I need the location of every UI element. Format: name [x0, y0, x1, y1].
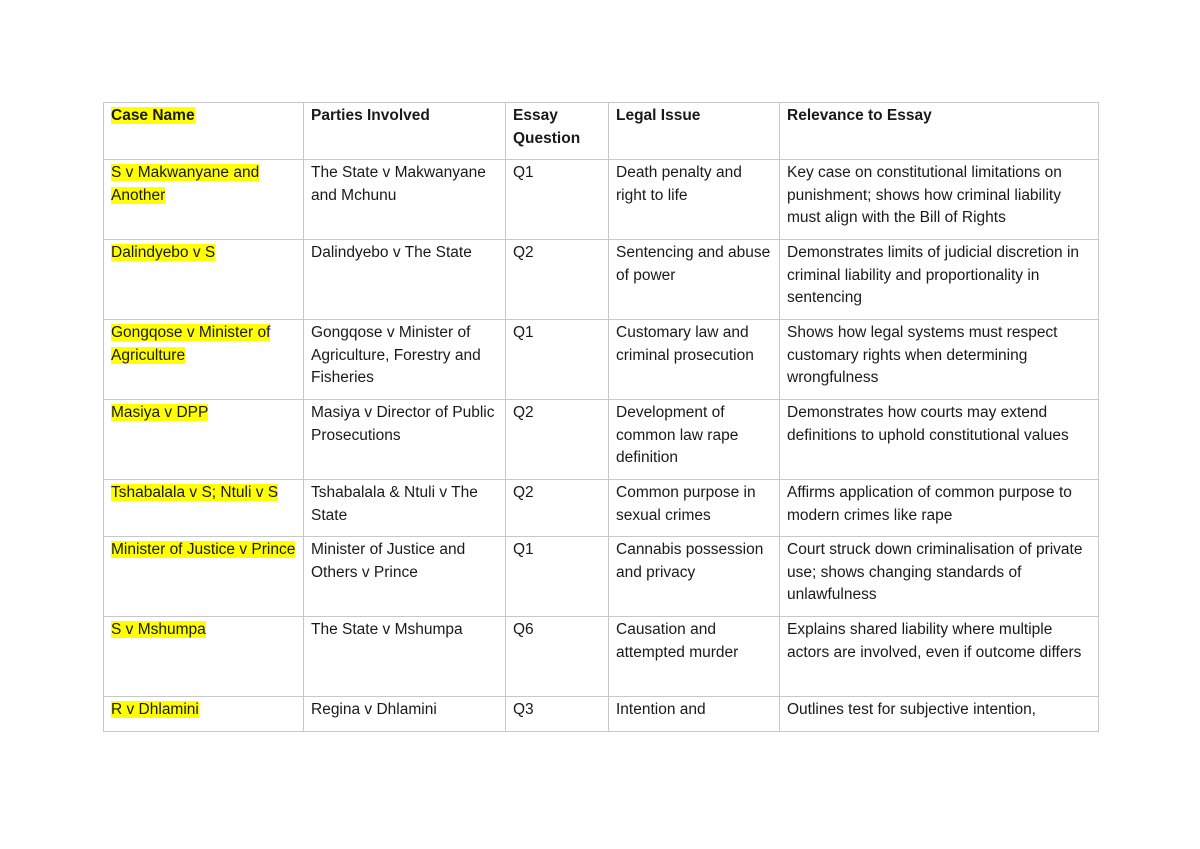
case-name-highlight: Masiya v DPP: [111, 404, 209, 421]
question-cell: Q2: [506, 400, 609, 480]
issue-cell: Causation and attempted murder: [609, 617, 780, 697]
parties-cell: Masiya v Director of Public Prosecutions: [304, 400, 506, 480]
relevance-cell: Key case on constitutional limitations on punishment; shows how criminal liability must align with the Bill of Rights: [780, 160, 1099, 240]
table-header-row: [104, 103, 1099, 160]
issue-cell: Sentencing and abuse of power: [609, 240, 780, 320]
issue-cell: Intention and: [609, 697, 780, 732]
table-row: [104, 320, 1099, 400]
question-cell: Q3: [506, 697, 609, 732]
case-name-highlight: R v Dhlamini: [111, 701, 199, 718]
case-table: [103, 102, 1099, 732]
relevance-cell: Affirms application of common purpose to modern crimes like rape: [780, 480, 1099, 537]
table-row: [104, 400, 1099, 480]
relevance-cell: Demonstrates how courts may extend definitions to uphold constitutional values: [780, 400, 1099, 480]
question-cell: Q2: [506, 240, 609, 320]
case-name-cell: [104, 400, 304, 480]
case-name-highlight: S v Makwanyane and Another: [111, 164, 260, 204]
parties-cell: Dalindyebo v The State: [304, 240, 506, 320]
case-name-cell: [104, 537, 304, 617]
parties-cell: Gongqose v Minister of Agriculture, Forestry and Fisheries: [304, 320, 506, 400]
question-cell: Q2: [506, 480, 609, 537]
parties-cell: Tshabalala & Ntuli v The State: [304, 480, 506, 537]
relevance-cell: Court struck down criminalisation of private use; shows changing standards of unlawfulness: [780, 537, 1099, 617]
relevance-cell: Outlines test for subjective intention,: [780, 697, 1099, 732]
case-name-highlight: Tshabalala v S; Ntuli v S: [111, 484, 279, 501]
case-name-cell: [104, 320, 304, 400]
case-name-highlight: Gongqose v Minister of Agriculture: [111, 324, 271, 364]
table-row: [104, 697, 1099, 732]
case-name-highlight: Minister of Justice v Prince: [111, 541, 296, 558]
case-name-highlight: Dalindyebo v S: [111, 244, 216, 261]
question-cell: Q1: [506, 160, 609, 240]
issue-cell: Customary law and criminal prosecution: [609, 320, 780, 400]
header-essay-question: Essay Question: [506, 103, 609, 160]
table-row: [104, 160, 1099, 240]
case-name-cell: [104, 480, 304, 537]
relevance-cell: Demonstrates limits of judicial discretion in criminal liability and proportionality in sentencing: [780, 240, 1099, 320]
case-name-highlight: S v Mshumpa: [111, 621, 206, 638]
question-cell: Q1: [506, 537, 609, 617]
question-cell: Q1: [506, 320, 609, 400]
parties-cell: The State v Makwanyane and Mchunu: [304, 160, 506, 240]
table-row: [104, 240, 1099, 320]
issue-cell: Death penalty and right to life: [609, 160, 780, 240]
issue-cell: Development of common law rape definition: [609, 400, 780, 480]
header-legal-issue: Legal Issue: [609, 103, 780, 160]
relevance-cell: Explains shared liability where multiple actors are involved, even if outcome differs: [780, 617, 1099, 697]
header-case-name: Case Name: [104, 103, 304, 160]
relevance-cell: Shows how legal systems must respect customary rights when determining wrongfulness: [780, 320, 1099, 400]
table-row: [104, 537, 1099, 617]
issue-cell: Common purpose in sexual crimes: [609, 480, 780, 537]
issue-cell: Cannabis possession and privacy: [609, 537, 780, 617]
header-relevance: Relevance to Essay: [780, 103, 1099, 160]
parties-cell: Regina v Dhlamini: [304, 697, 506, 732]
case-name-cell: [104, 240, 304, 320]
table-row: [104, 617, 1099, 697]
parties-cell: The State v Mshumpa: [304, 617, 506, 697]
case-name-cell: [104, 160, 304, 240]
question-cell: Q6: [506, 617, 609, 697]
case-name-cell: [104, 617, 304, 697]
case-name-cell: [104, 697, 304, 732]
header-parties: Parties Involved: [304, 103, 506, 160]
parties-cell: Minister of Justice and Others v Prince: [304, 537, 506, 617]
table-row: [104, 480, 1099, 537]
